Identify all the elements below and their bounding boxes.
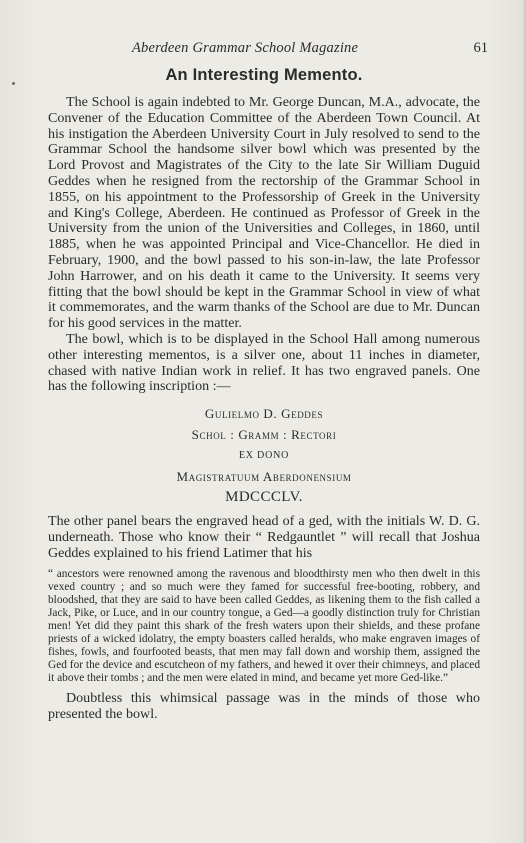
stray-ink-mark bbox=[12, 82, 15, 85]
page-header bbox=[48, 40, 488, 62]
inscription-line-1: Gulielmo D. Geddes bbox=[204, 406, 324, 422]
inscription-date: MDCCCLV. bbox=[225, 489, 303, 506]
running-title: Aberdeen Grammar School Magazine bbox=[132, 40, 359, 56]
paragraph-2: The bowl, which is to be displayed in the School Hall among numerous other interesting mementos, is a silver one, about 11 inches in diameter, chased with native Indian work in relief. It has two engraved panels. One has the following inscription :— bbox=[48, 330, 480, 395]
redgauntlet-quote: “ ancestors were renowned among the ravenous and bloodthirsty men who then dwelt in this vexed country ; and so much were they famed for successful free-booting, robbery, and bloodshed, that they are said to have been called Geddes, as likening them to the fish called a Jack, Pike, or Luce, and in our country tongue, a Ged—a goodly distinction truly for Christian men! Yet did they paint this shark of the fresh waters upon their shields, and these profane priests of a wicked idolatry, the empty boasters called heralds, who make engraven images of fishes, fowls, and fourfooted beasts, that men may fall down and worship them, assigned the Ged for the device and escutcheon of my fathers, and hewed it over their chimneys, and placed it above their tombs ; and the men were elated in mind, and became yet more Ged-like.” bbox=[48, 567, 480, 685]
inscription-line-3: EX DONO bbox=[238, 450, 290, 462]
paragraph-3: The other panel bears the engraved head of a ged, with the initials W. D. G. underneath. Those who know their “ Redgauntlet ” will recall that Joshua Geddes explained to his friend Latimer that his bbox=[48, 513, 480, 561]
page-edge-shadow bbox=[522, 0, 526, 843]
article bbox=[48, 66, 480, 723]
inscription bbox=[48, 403, 480, 508]
paragraph-4: Doubtless this whimsical passage was in the minds of those who presented the bowl. bbox=[48, 690, 480, 723]
paragraph-1: The School is again indebted to Mr. George Duncan, M.A., advocate, the Convener of the Education Committee of the Aberdeen Town Council. At his instigation the Aberdeen University Court in July resolved to send to the Grammar School the handsome silver bowl which was presented by the Lord Provost and Magistrates of the City to the late Sir William Duguid Geddes when he resigned from the rectorship of the Grammar School in 1855, on his appointment to the Professorship of Greek in the University and King's College, Aberdeen. He continued as Professor of Greek in the University from the union of the Universities and Colleges, in 1860, until 1885, when he was appointed Principal and Vice-Chancellor. He died in February, 1900, and the bowl passed to his son-in-law, the late Professor John Harrower, and on his death it came to the University. It seems very fitting that the bowl should be kept in the Grammar School in view of what it commemorates, and the warm thanks of the School are due to Mr. Duncan for his good services in the matter. bbox=[48, 94, 480, 332]
inscription-line-2: Schol : Gramm : Rectori bbox=[191, 427, 337, 443]
page-number: 61 bbox=[473, 40, 488, 56]
inscription-line-4: Magistratuum Aberdonensium bbox=[176, 469, 352, 485]
article-title: An Interesting Memento. bbox=[165, 66, 363, 84]
